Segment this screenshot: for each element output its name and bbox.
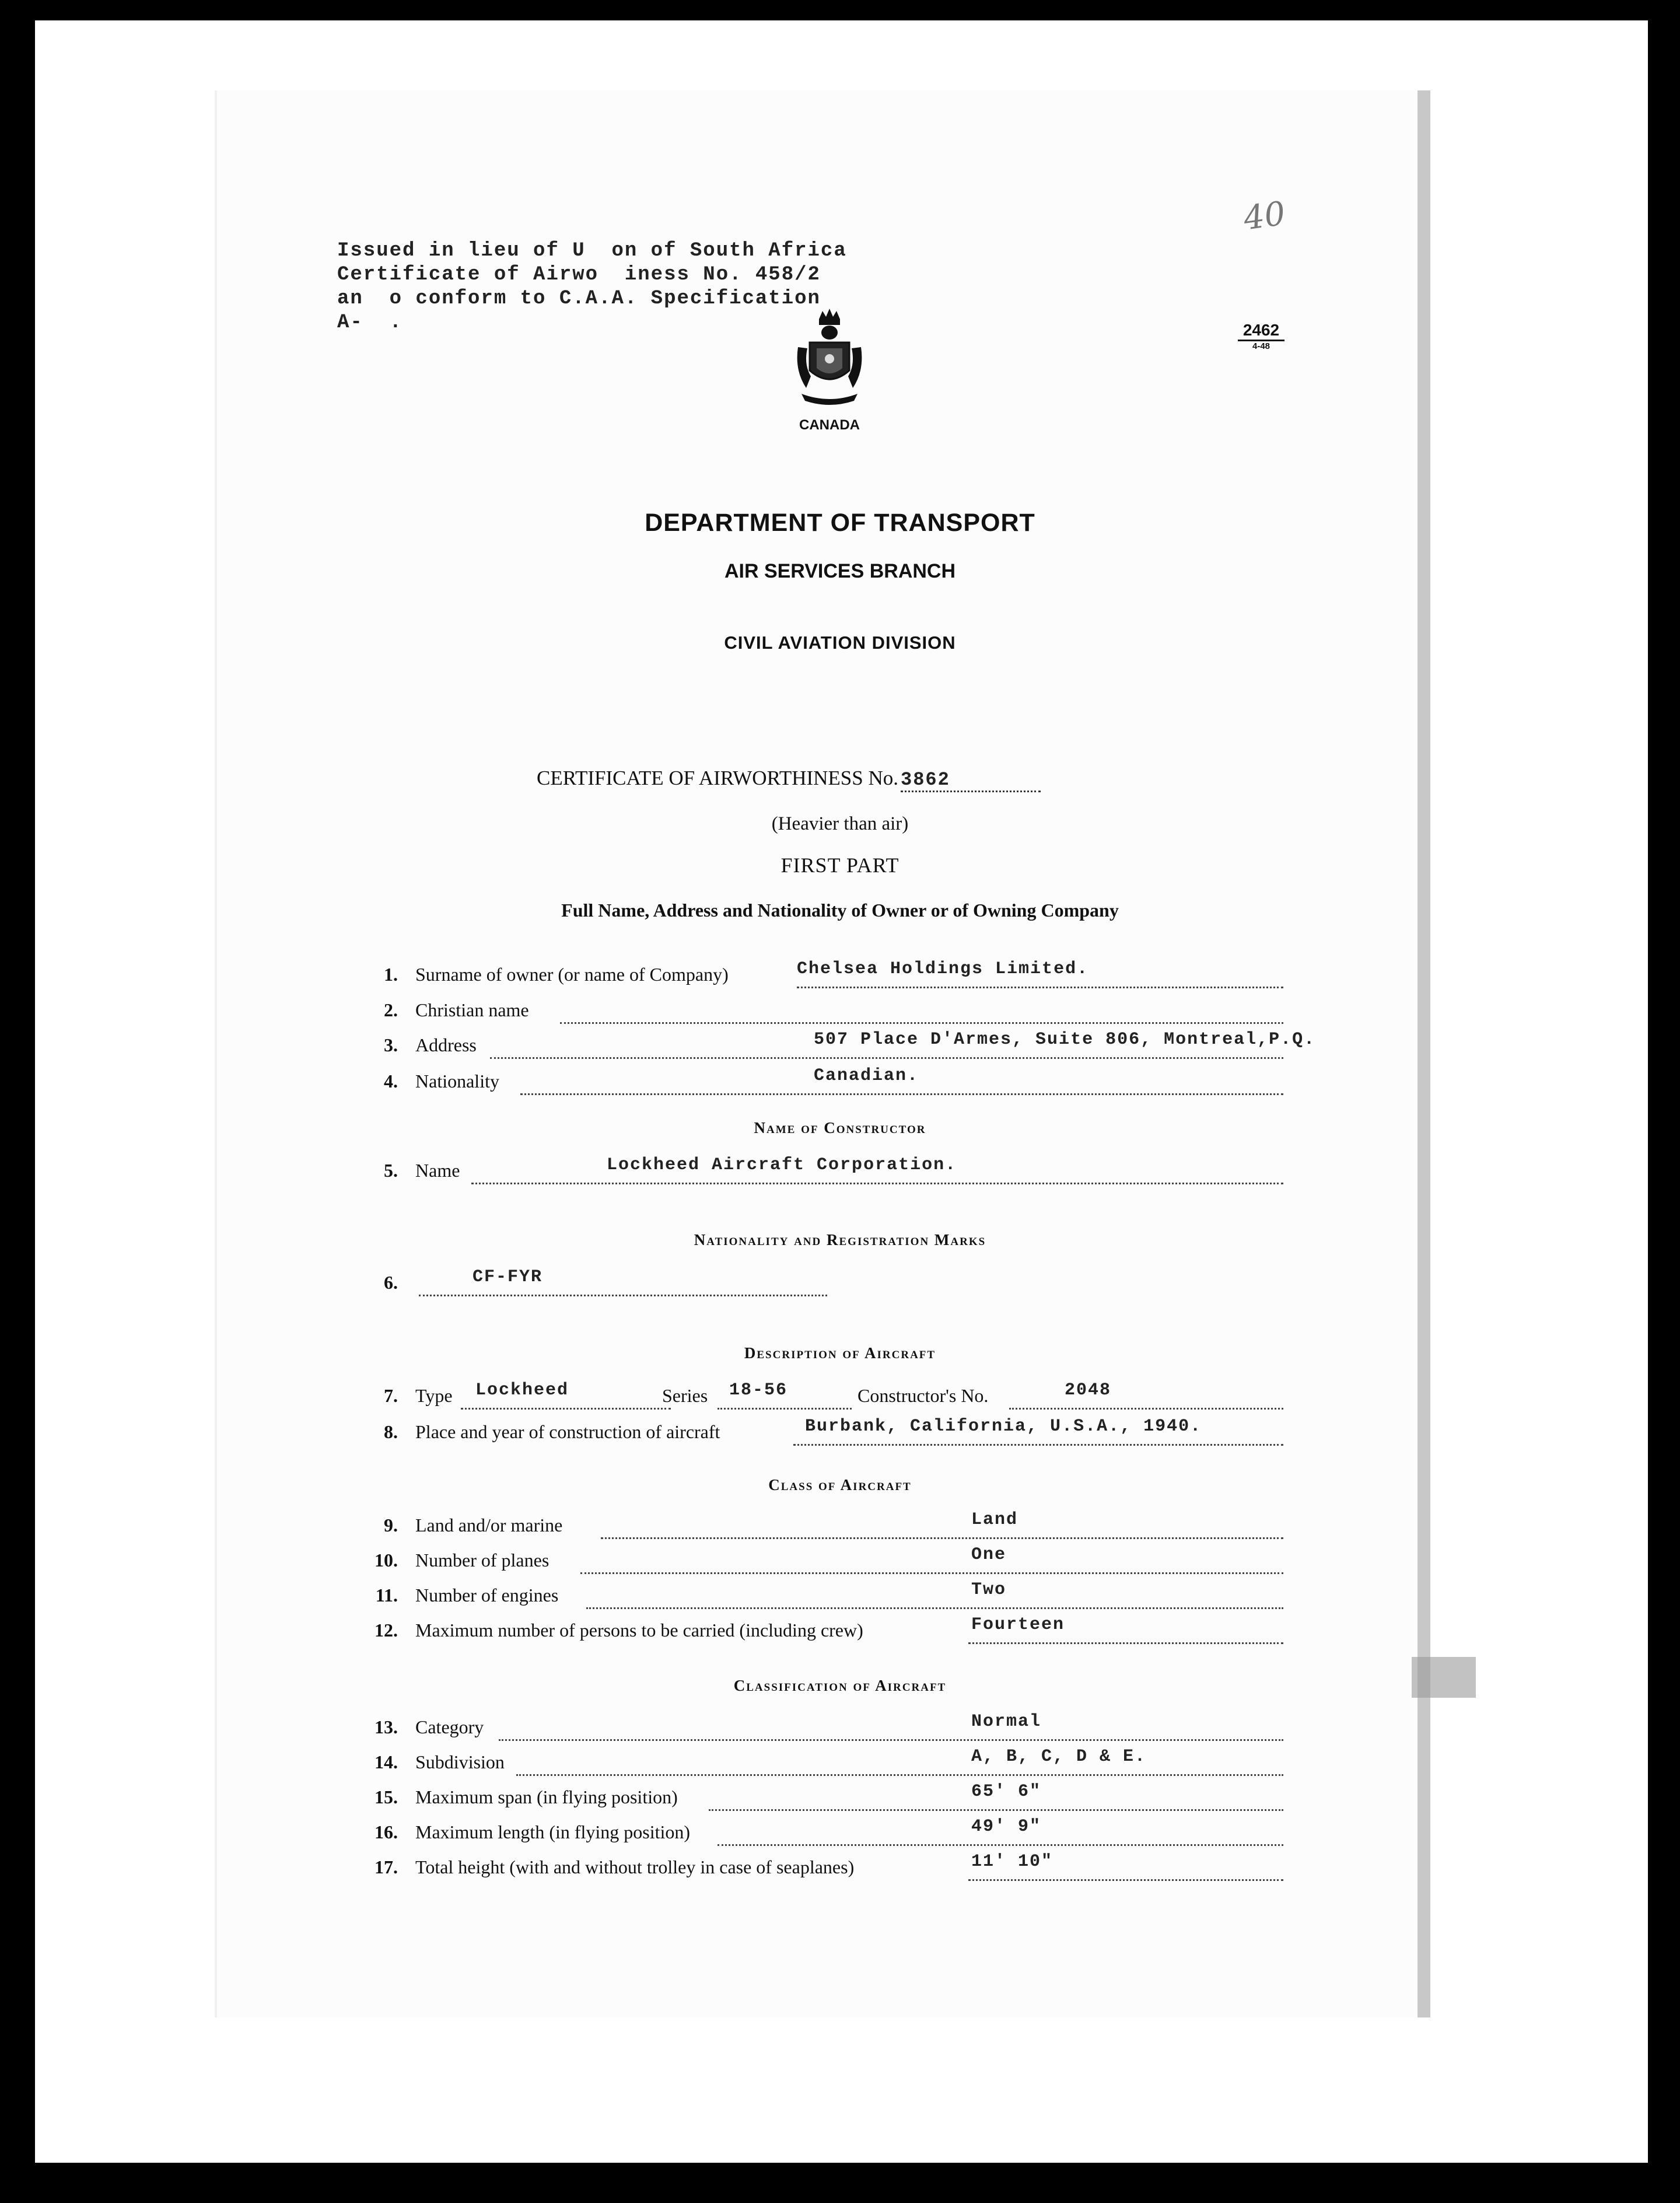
- field-number: 13.: [374, 1716, 398, 1737]
- field-label: Number of planes: [415, 1550, 550, 1571]
- field-label: Surname of owner (or name of Company): [415, 964, 729, 985]
- field-row-2: [368, 999, 1283, 1027]
- field-number: 9.: [384, 1515, 398, 1536]
- stamp-line-2: Certificate of Airwo iness No. 458/2: [337, 264, 821, 286]
- field-number: 12.: [374, 1620, 398, 1641]
- certificate-subtitle: (Heavier than air): [771, 813, 909, 834]
- owner-name-value: Chelsea Holdings Limited.: [797, 959, 1089, 979]
- dotted-line: [520, 1093, 1283, 1095]
- dotted-line: [471, 1183, 1283, 1184]
- address-value: 507 Place D'Armes, Suite 806, Montreal,P.Q.: [814, 1030, 1316, 1050]
- field-row-16: [368, 1817, 1283, 1849]
- field-number: 14.: [374, 1751, 398, 1772]
- persons-value: Fourteen: [971, 1615, 1065, 1635]
- field-number: 10.: [374, 1550, 398, 1571]
- field-row-8: [368, 1417, 1283, 1449]
- handwritten-number: 40: [1241, 194, 1288, 238]
- dotted-line: [797, 987, 1283, 988]
- classification-heading: Classification of Aircraft: [733, 1677, 947, 1694]
- field-row-7: [368, 1380, 1283, 1413]
- field-row-9: [368, 1510, 1283, 1543]
- field-row-5: [368, 1155, 1283, 1188]
- field-label: Land and/or marine: [415, 1515, 563, 1536]
- field-row-3: [368, 1030, 1316, 1062]
- certificate-number: 3862: [901, 769, 950, 791]
- form-number-value: 2462: [1238, 321, 1284, 341]
- field-label: Christian name: [415, 999, 529, 1020]
- dotted-line: [709, 1809, 1283, 1811]
- field-number: 5.: [384, 1160, 398, 1181]
- dotted-line: [601, 1537, 1283, 1539]
- field-number: 16.: [374, 1821, 398, 1842]
- certificate-title-text: CERTIFICATE OF AIRWORTHINESS No.: [537, 767, 899, 789]
- field-number: 3.: [384, 1034, 398, 1055]
- field-row-14: [368, 1747, 1283, 1779]
- field-row-6: [368, 1267, 1283, 1300]
- dotted-line: [968, 1879, 1283, 1881]
- certificate-title: [537, 767, 1041, 792]
- field-row-13: [368, 1712, 1283, 1744]
- field-label: Category: [415, 1716, 484, 1737]
- field-number: 1.: [384, 964, 398, 985]
- division-title: CIVIL AVIATION DIVISION: [724, 632, 956, 653]
- part-heading: FIRST PART: [780, 854, 900, 877]
- dotted-line: [461, 1408, 671, 1410]
- constructors-no-value: 2048: [1065, 1380, 1112, 1400]
- dotted-line: [718, 1408, 852, 1410]
- field-row-15: [368, 1782, 1283, 1814]
- crest-caption: CANADA: [799, 417, 860, 433]
- field-number: 15.: [374, 1786, 398, 1807]
- field-label: Type: [415, 1385, 453, 1406]
- dotted-line: [586, 1607, 1283, 1609]
- field-number: 4.: [384, 1071, 398, 1092]
- field-row-4: [368, 1066, 1283, 1099]
- field-number: 2.: [384, 999, 398, 1020]
- dotted-line: [560, 1022, 1283, 1024]
- field-label: Number of engines: [415, 1585, 559, 1606]
- length-value: 49' 9": [971, 1817, 1042, 1837]
- form-number-date: 4-48: [1252, 341, 1270, 351]
- field-number: 8.: [384, 1421, 398, 1442]
- span-value: 65' 6": [971, 1782, 1042, 1802]
- field-label: Maximum span (in flying position): [415, 1786, 678, 1807]
- field-label: Place and year of construction of aircraft: [415, 1421, 720, 1442]
- field-label: Subdivision: [415, 1751, 505, 1772]
- nationality-marks-heading: Nationality and Registration Marks: [694, 1231, 986, 1249]
- field-row-10: [368, 1545, 1283, 1578]
- field-row-17: [368, 1852, 1283, 1884]
- nationality-value: Canadian.: [814, 1066, 919, 1086]
- dotted-line: [968, 1642, 1283, 1644]
- dotted-line: [499, 1739, 1283, 1741]
- field-number: 11.: [375, 1585, 398, 1606]
- dotted-line: [580, 1572, 1283, 1574]
- field-number: 7.: [384, 1385, 398, 1406]
- field-label: Total height (with and without trolley in case of seaplanes): [415, 1856, 855, 1877]
- class-heading: Class of Aircraft: [768, 1476, 912, 1494]
- engines-value: Two: [971, 1580, 1007, 1600]
- stamp-line-1: Issued in lieu of U on of South Africa: [337, 240, 847, 262]
- constructor-heading: Name of Constructor: [754, 1119, 926, 1137]
- height-value: 11' 10": [971, 1852, 1054, 1872]
- category-value: Normal: [971, 1712, 1042, 1732]
- dotted-line: [516, 1774, 1283, 1776]
- dotted-line: [718, 1844, 1283, 1846]
- field-label: Maximum number of persons to be carried (including crew): [415, 1620, 863, 1641]
- field-row-11: [368, 1580, 1283, 1613]
- dotted-line: [793, 1444, 1283, 1446]
- description-heading: Description of Aircraft: [744, 1344, 936, 1362]
- dotted-line: [490, 1057, 1283, 1059]
- owner-heading: Full Name, Address and Nationality of Owner or of Owning Company: [561, 900, 1119, 921]
- field-number: 6.: [384, 1272, 398, 1293]
- land-marine-value: Land: [971, 1510, 1019, 1530]
- series-label: Series: [662, 1385, 708, 1406]
- registration-mark-value: CF-FYR: [473, 1267, 543, 1287]
- stamp-line-4: A- .: [337, 312, 403, 334]
- place-year-value: Burbank, California, U.S.A., 1940.: [805, 1417, 1202, 1436]
- aircraft-type-value: Lockheed: [475, 1380, 569, 1400]
- issued-in-lieu-stamp: [337, 239, 847, 335]
- department-title: DEPARTMENT OF TRANSPORT: [645, 509, 1035, 537]
- form-number: [1238, 321, 1284, 352]
- dotted-line: [1009, 1408, 1283, 1410]
- field-row-12: [368, 1615, 1283, 1648]
- field-label: Maximum length (in flying position): [415, 1821, 691, 1842]
- subdivision-value: A, B, C, D & E.: [971, 1747, 1147, 1767]
- field-label: Address: [415, 1034, 477, 1055]
- dotted-line: [419, 1295, 827, 1296]
- stamp-line-3: an o conform to C.A.A. Specification: [337, 288, 821, 310]
- field-label: Name: [415, 1160, 460, 1181]
- field-row-1: [368, 959, 1283, 992]
- planes-value: One: [971, 1545, 1007, 1565]
- series-value: 18-56: [729, 1380, 788, 1400]
- constructor-name-value: Lockheed Aircraft Corporation.: [607, 1155, 957, 1175]
- branch-title: AIR SERVICES BRANCH: [724, 560, 956, 582]
- coat-of-arms-icon: [793, 306, 866, 410]
- constructors-no-label: Constructor's No.: [858, 1385, 989, 1406]
- field-number: 17.: [374, 1856, 398, 1877]
- field-label: Nationality: [415, 1071, 499, 1092]
